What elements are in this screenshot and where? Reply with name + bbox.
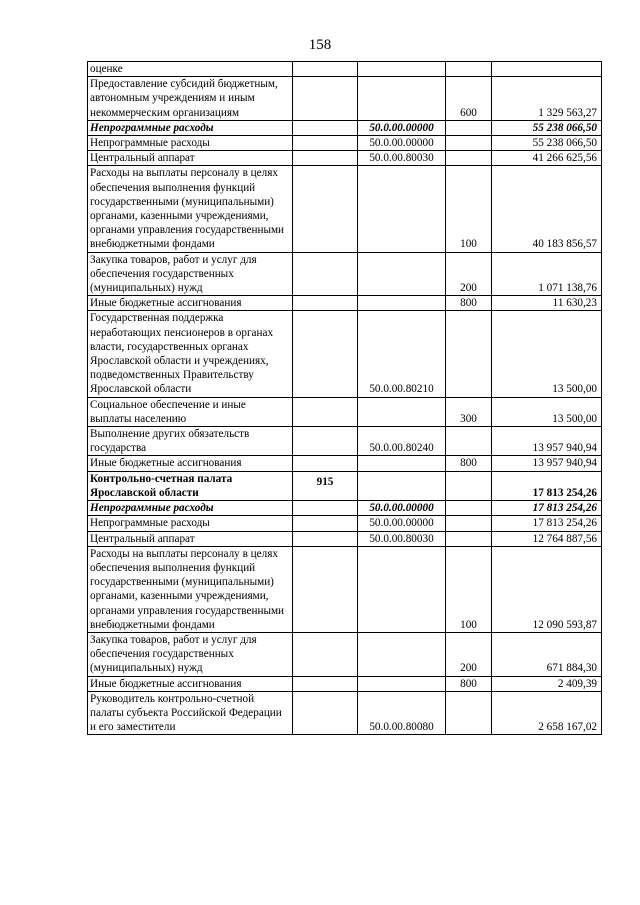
- row-kind-cell: 800: [446, 296, 492, 311]
- table-row: [88, 311, 602, 397]
- table-row: [88, 501, 602, 516]
- row-kind-cell: 800: [446, 456, 492, 471]
- row-name-cell: Центральный аппарат: [88, 531, 293, 546]
- row-kind-cell: 600: [446, 77, 492, 121]
- row-name-cell: Непрограммные расходы: [88, 120, 293, 135]
- row-code-cell: 915: [293, 471, 358, 500]
- table-row: [88, 296, 602, 311]
- row-target-cell: [358, 252, 446, 296]
- row-target-cell: 50.0.00.80240: [358, 427, 446, 456]
- row-kind-cell: 800: [446, 676, 492, 691]
- table-row: [88, 676, 602, 691]
- row-code-cell: [293, 296, 358, 311]
- row-code-cell: [293, 397, 358, 426]
- row-name-cell: Контрольно-счетная палата Ярославской области: [88, 471, 293, 500]
- row-code-cell: [293, 531, 358, 546]
- row-name-cell: Иные бюджетные ассигнования: [88, 296, 293, 311]
- row-target-cell: [358, 456, 446, 471]
- row-code-cell: [293, 120, 358, 135]
- row-name-cell: оценке: [88, 62, 293, 77]
- row-sum-cell: 671 884,30: [492, 632, 602, 676]
- row-name-cell: Руководитель контрольно-счетной палаты субъекта Российской Федерации и его заместители: [88, 691, 293, 735]
- row-sum-cell: 13 957 940,94: [492, 456, 602, 471]
- row-target-cell: 50.0.00.80210: [358, 311, 446, 397]
- row-code-cell: [293, 546, 358, 632]
- row-kind-cell: [446, 151, 492, 166]
- table-row: [88, 136, 602, 151]
- row-kind-cell: [446, 120, 492, 135]
- row-kind-cell: [446, 427, 492, 456]
- table-row: [88, 456, 602, 471]
- row-kind-cell: [446, 136, 492, 151]
- row-code-cell: [293, 252, 358, 296]
- row-name-cell: Иные бюджетные ассигнования: [88, 456, 293, 471]
- row-kind-cell: [446, 691, 492, 735]
- row-code-cell: [293, 427, 358, 456]
- table-row: [88, 62, 602, 77]
- row-name-cell: Непрограммные расходы: [88, 501, 293, 516]
- row-sum-cell: 55 238 066,50: [492, 136, 602, 151]
- row-name-cell: Предоставление субсидий бюджетным, автономным учреждениям и иным некоммерческим организациям: [88, 77, 293, 121]
- row-code-cell: [293, 311, 358, 397]
- row-kind-cell: 100: [446, 546, 492, 632]
- row-sum-cell: 41 266 625,56: [492, 151, 602, 166]
- row-code-cell: [293, 501, 358, 516]
- row-sum-cell: 13 957 940,94: [492, 427, 602, 456]
- row-target-cell: 50.0.00.00000: [358, 516, 446, 531]
- row-name-cell: Закупка товаров, работ и услуг для обеспечения государственных (муниципальных) нужд: [88, 252, 293, 296]
- row-kind-cell: [446, 62, 492, 77]
- row-code-cell: [293, 691, 358, 735]
- row-sum-cell: 17 813 254,26: [492, 516, 602, 531]
- row-code-cell: [293, 456, 358, 471]
- row-sum-cell: 12 764 887,56: [492, 531, 602, 546]
- row-name-cell: Непрограммные расходы: [88, 136, 293, 151]
- row-sum-cell: 17 813 254,26: [492, 471, 602, 500]
- table-row: [88, 166, 602, 252]
- row-code-cell: [293, 62, 358, 77]
- row-target-cell: 50.0.00.00000: [358, 501, 446, 516]
- row-kind-cell: [446, 531, 492, 546]
- row-code-cell: [293, 632, 358, 676]
- row-name-cell: Выполнение других обязательств государства: [88, 427, 293, 456]
- row-sum-cell: 11 630,23: [492, 296, 602, 311]
- row-sum-cell: 13 500,00: [492, 311, 602, 397]
- row-sum-cell: 55 238 066,50: [492, 120, 602, 135]
- row-target-cell: 50.0.00.80030: [358, 531, 446, 546]
- table-row: [88, 397, 602, 426]
- row-kind-cell: 300: [446, 397, 492, 426]
- row-name-cell: Центральный аппарат: [88, 151, 293, 166]
- row-code-cell: [293, 77, 358, 121]
- row-kind-cell: 200: [446, 632, 492, 676]
- budget-table: [87, 61, 602, 735]
- row-sum-cell: 1 071 138,76: [492, 252, 602, 296]
- row-kind-cell: 200: [446, 252, 492, 296]
- row-sum-cell: 2 658 167,02: [492, 691, 602, 735]
- row-sum-cell: 2 409,39: [492, 676, 602, 691]
- row-target-cell: [358, 632, 446, 676]
- row-kind-cell: 100: [446, 166, 492, 252]
- table-row: [88, 691, 602, 735]
- row-target-cell: [358, 62, 446, 77]
- row-target-cell: [358, 676, 446, 691]
- row-code-cell: [293, 676, 358, 691]
- row-target-cell: [358, 166, 446, 252]
- table-row: [88, 516, 602, 531]
- table-row: [88, 546, 602, 632]
- row-kind-cell: [446, 471, 492, 500]
- row-target-cell: [358, 397, 446, 426]
- row-sum-cell: 13 500,00: [492, 397, 602, 426]
- row-code-cell: [293, 516, 358, 531]
- row-sum-cell: 12 090 593,87: [492, 546, 602, 632]
- row-target-cell: [358, 546, 446, 632]
- table-row: [88, 632, 602, 676]
- row-target-cell: 50.0.00.00000: [358, 120, 446, 135]
- row-sum-cell: [492, 62, 602, 77]
- table-row: [88, 471, 602, 500]
- row-sum-cell: 17 813 254,26: [492, 501, 602, 516]
- row-name-cell: Иные бюджетные ассигнования: [88, 676, 293, 691]
- table-row: [88, 120, 602, 135]
- budget-table-body: [88, 62, 602, 735]
- row-code-cell: [293, 151, 358, 166]
- row-name-cell: Государственная поддержка неработающих пенсионеров в органах власти, государственных органах Ярославской области и учреждениях, подведомственных Правительству Ярославской области: [88, 311, 293, 397]
- table-row: [88, 531, 602, 546]
- table-row: [88, 252, 602, 296]
- table-row: [88, 77, 602, 121]
- row-target-cell: [358, 77, 446, 121]
- row-sum-cell: 40 183 856,57: [492, 166, 602, 252]
- page-number: 158: [308, 37, 332, 53]
- row-kind-cell: [446, 311, 492, 397]
- row-name-cell: Закупка товаров, работ и услуг для обеспечения государственных (муниципальных) нужд: [88, 632, 293, 676]
- row-name-cell: Непрограммные расходы: [88, 516, 293, 531]
- row-code-cell: [293, 166, 358, 252]
- row-target-cell: 50.0.00.80080: [358, 691, 446, 735]
- row-target-cell: 50.0.00.00000: [358, 136, 446, 151]
- row-target-cell: [358, 296, 446, 311]
- row-sum-cell: 1 329 563,27: [492, 77, 602, 121]
- row-name-cell: Расходы на выплаты персоналу в целях обеспечения выполнения функций государственными (муниципальными) органами, казенными учреждениями, органами управления государственными внебюджетными фондами: [88, 166, 293, 252]
- row-name-cell: Социальное обеспечение и иные выплаты населению: [88, 397, 293, 426]
- row-code-cell: [293, 136, 358, 151]
- row-kind-cell: [446, 501, 492, 516]
- table-row: [88, 427, 602, 456]
- table-row: [88, 151, 602, 166]
- row-target-cell: 50.0.00.80030: [358, 151, 446, 166]
- row-target-cell: [358, 471, 446, 500]
- row-name-cell: Расходы на выплаты персоналу в целях обеспечения выполнения функций государственными (муниципальными) органами, казенными учреждениями, органами управления государственными внебюджетными фондами: [88, 546, 293, 632]
- row-kind-cell: [446, 516, 492, 531]
